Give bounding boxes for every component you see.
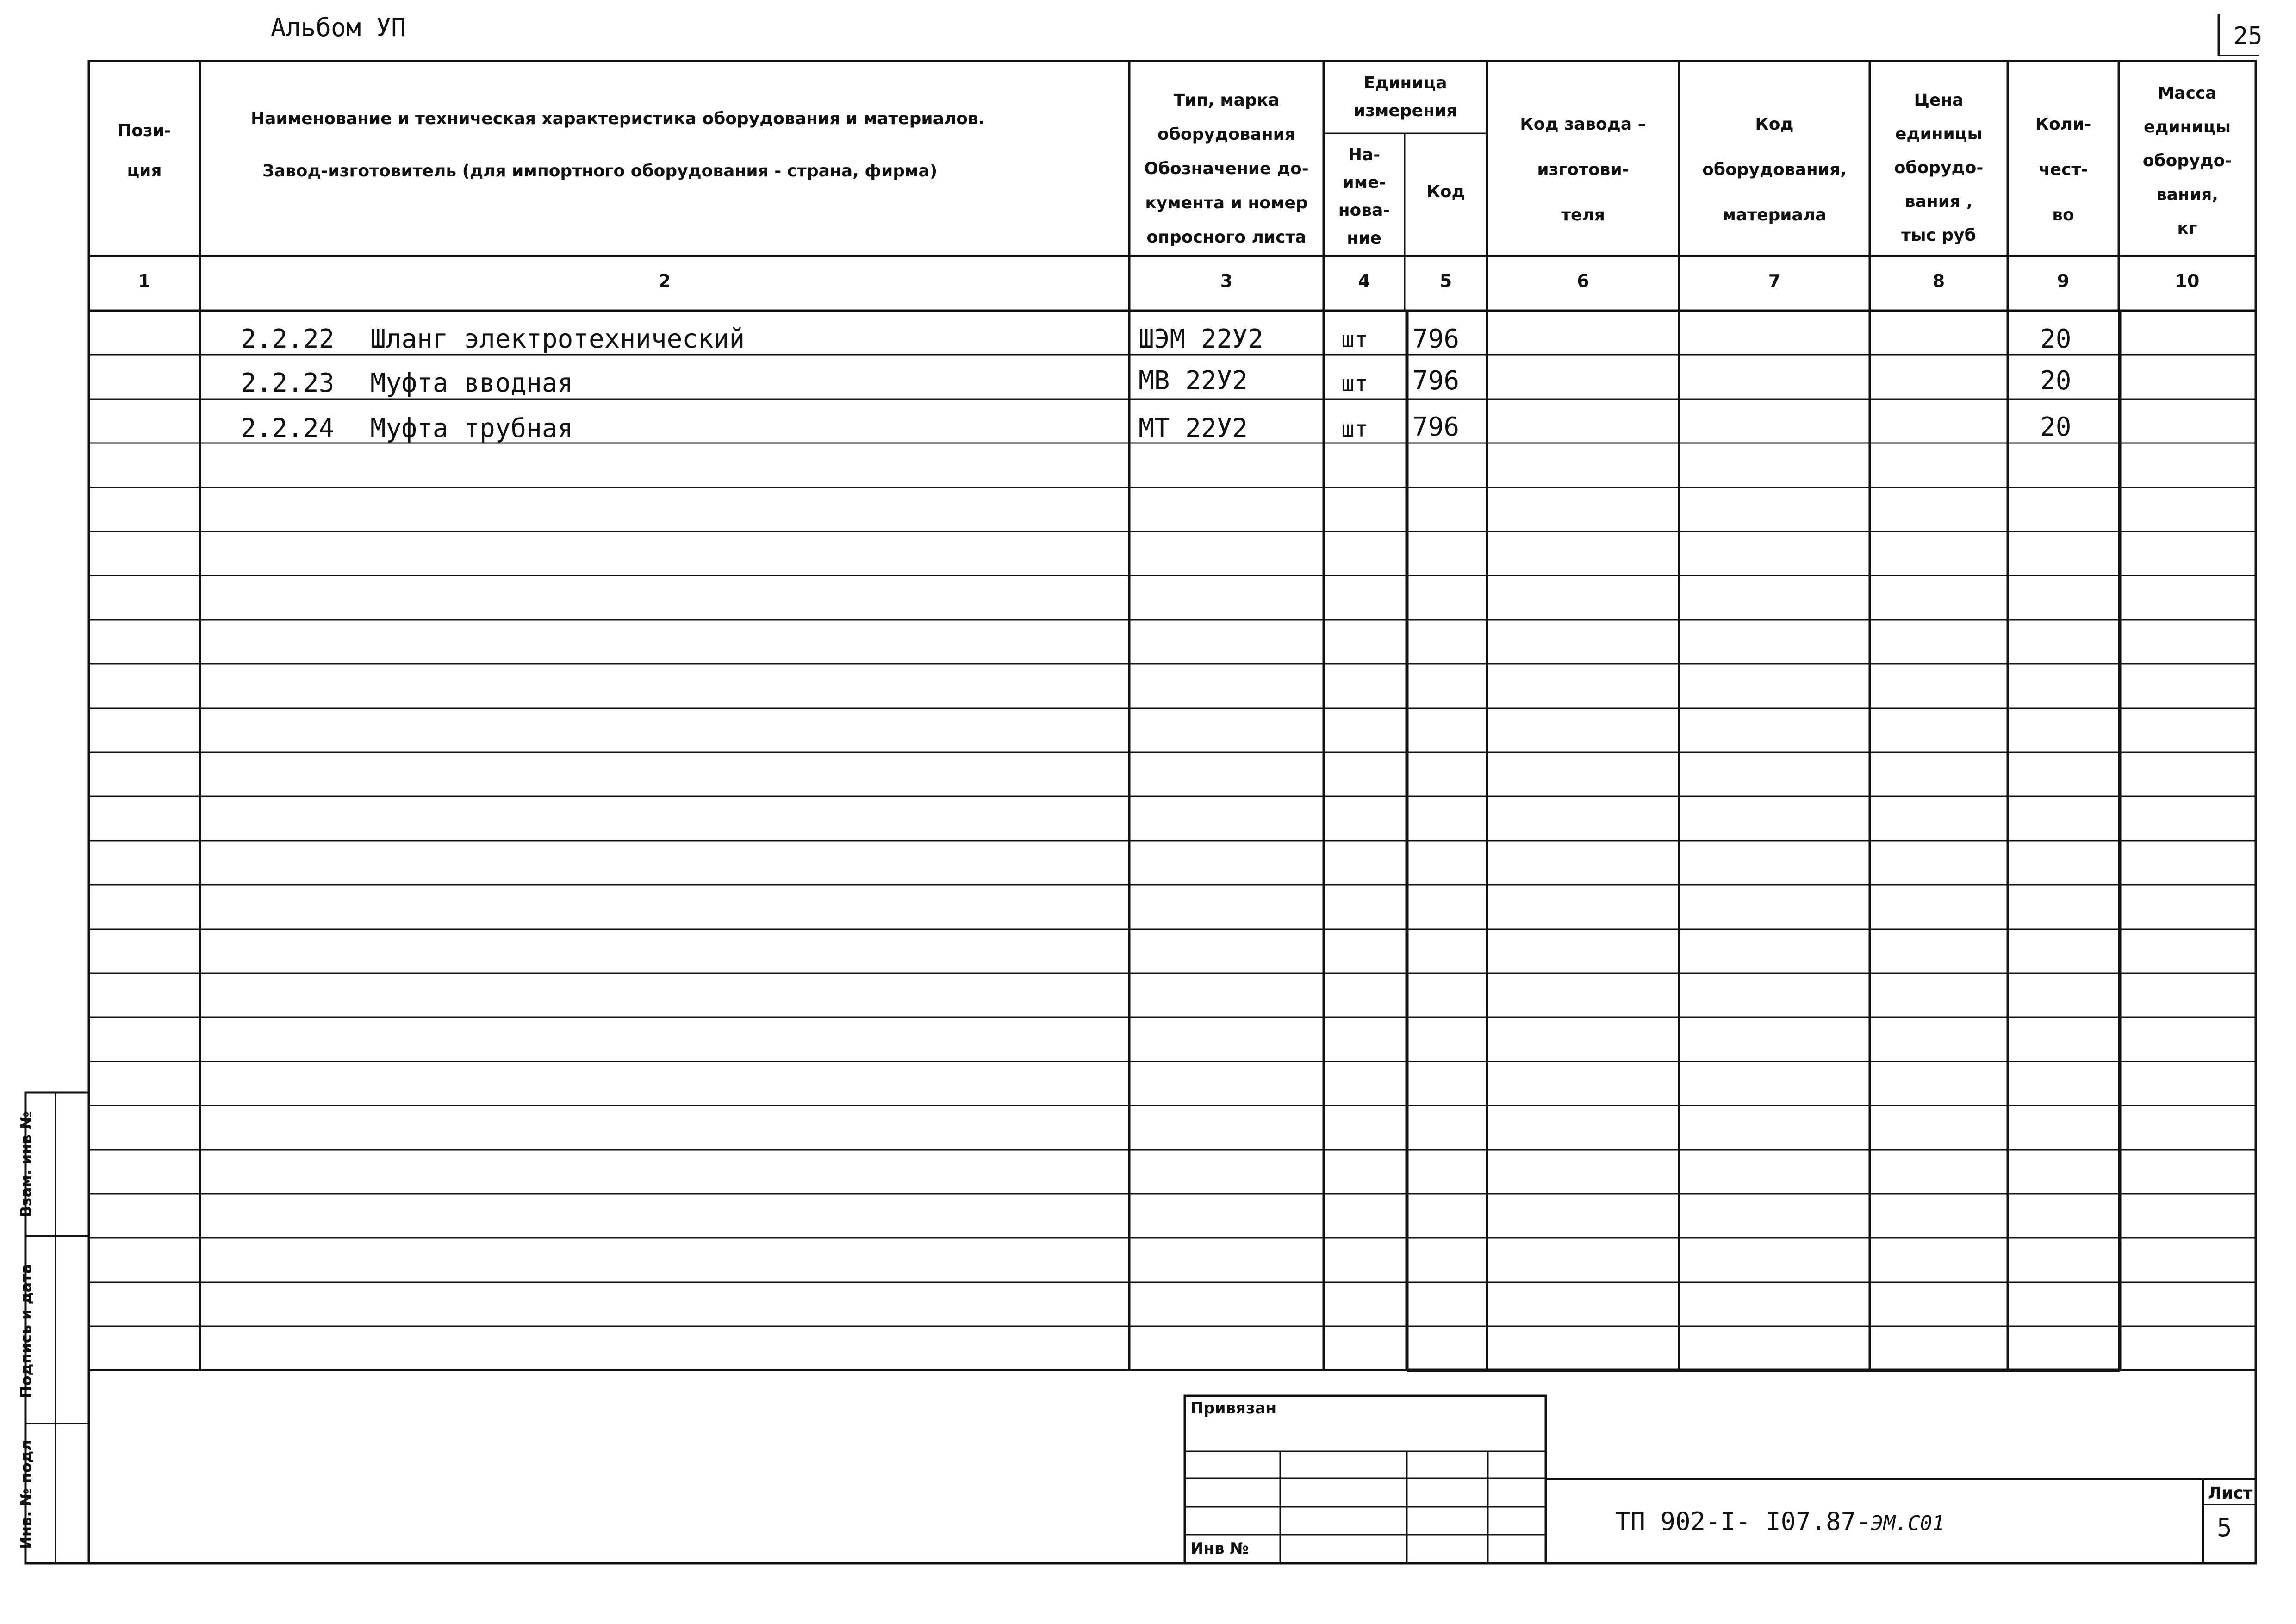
row-unit: шт [1341, 327, 1368, 353]
header-name-line2: Завод-изготовитель (для импортного оборудования - страна, фирма) [262, 162, 938, 181]
row-unit-code: 796 [1412, 324, 1460, 354]
header-mass: Масса единицы оборудо- вания, кг [2142, 84, 2232, 238]
stamp-signature-date: Подпись и дата [17, 1263, 35, 1399]
row-position: 2.2.23 [241, 368, 335, 398]
row-quantity: 20 [2040, 412, 2072, 442]
column-number-8: 8 [1932, 271, 1945, 291]
album-label: Альбом УП [271, 13, 406, 42]
header-price: Цена единицы оборудо- вания , тыс руб [1894, 91, 1984, 245]
header-position: Пози- ция [118, 121, 171, 180]
column-number-7: 7 [1768, 271, 1781, 291]
header-equipment-code: Код оборудования, материала [1702, 115, 1847, 225]
header-name-line1: Наименование и техническая характеристика оборудования и материалов. [251, 109, 985, 128]
header-quantity: Коли- чест- во [2035, 115, 2091, 225]
stamp-original-inv: Инв. № подл [17, 1440, 35, 1549]
row-unit: шт [1341, 416, 1368, 442]
column-number-9: 9 [2057, 271, 2070, 291]
header-unit: Единица измерения [1353, 74, 1457, 120]
row-name: Шланг электротехнический [370, 324, 745, 354]
row-unit: шт [1341, 371, 1368, 397]
column-number-5: 5 [1439, 271, 1452, 291]
row-type: ШЭМ 22У2 [1139, 324, 1263, 354]
column-number-4: 4 [1358, 271, 1370, 291]
row-quantity: 20 [2040, 366, 2072, 396]
column-number-1: 1 [138, 271, 151, 291]
sheet-label: Лист [2208, 1484, 2253, 1503]
stamp-replacement-inv: Взам. инв № [17, 1111, 35, 1218]
row-name: Муфта вводная [370, 368, 573, 398]
row-quantity: 20 [2040, 324, 2072, 354]
document-code-main: ТП 902-I- I07.87- [1615, 1507, 1871, 1536]
column-number-3: 3 [1220, 271, 1233, 291]
document-code-suffix: ЭМ.С01 [1871, 1512, 1945, 1535]
column-number-6: 6 [1577, 271, 1589, 291]
row-position: 2.2.24 [241, 413, 335, 443]
document-code [1615, 1507, 1945, 1536]
header-unit-name: На- име- нова- ние [1338, 145, 1390, 248]
column-number-2: 2 [658, 271, 671, 291]
header-type: Тип, марка оборудования Обозначение до- кумента и номер опросного листа [1144, 91, 1309, 247]
header-factory-code: Код завода – изготови- теля [1520, 115, 1646, 225]
row-unit-code: 796 [1412, 412, 1460, 442]
row-position: 2.2.22 [241, 324, 335, 354]
header-unit-code: Код [1426, 182, 1465, 201]
sheet-number: 5 [2217, 1513, 2232, 1542]
column-number-10: 10 [2175, 271, 2200, 291]
row-name: Муфта трубная [370, 413, 573, 443]
row-type: МТ 22У2 [1139, 413, 1248, 443]
row-type: МВ 22У2 [1139, 366, 1248, 396]
page-number: 25 [2234, 22, 2263, 50]
binding-inv-label: Инв № [1190, 1539, 1249, 1558]
binding-title: Привязан [1190, 1399, 1277, 1418]
row-unit-code: 796 [1412, 366, 1460, 396]
